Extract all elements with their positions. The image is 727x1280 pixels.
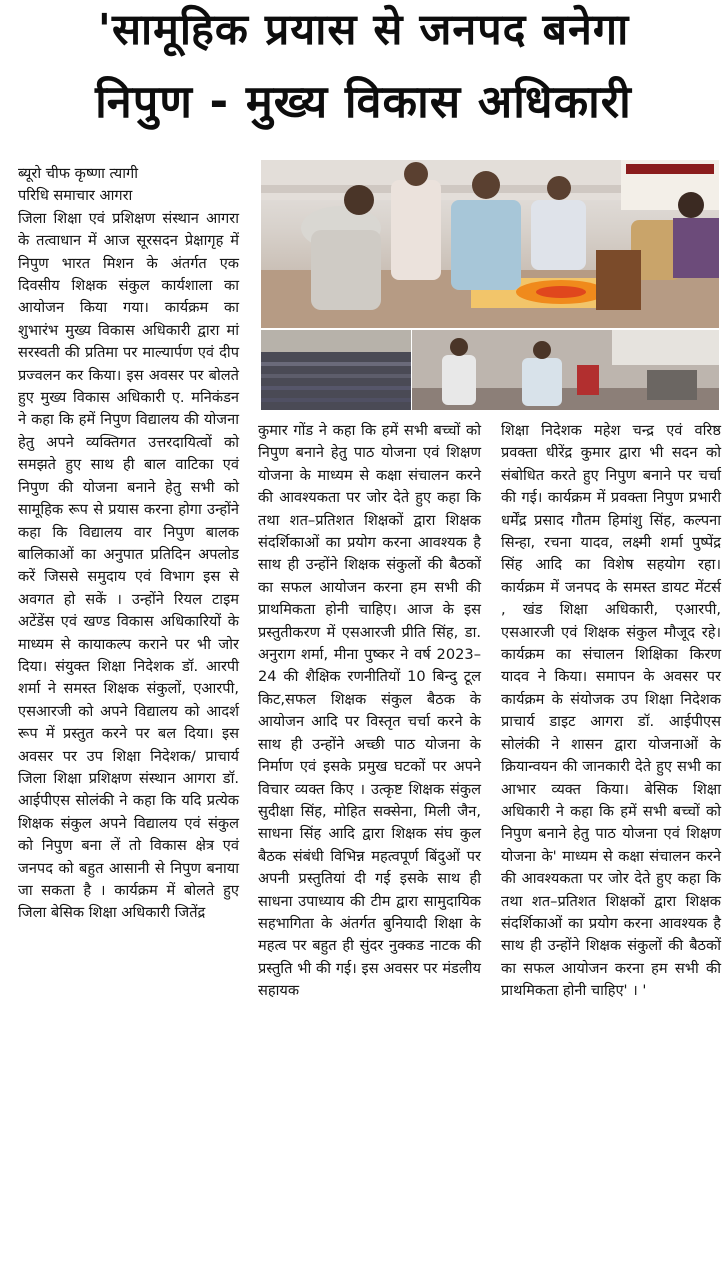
- photo-felicitation-scene: [412, 330, 719, 410]
- photo-felicitation: [412, 330, 719, 410]
- byline-publication: परिधि समाचार आगरा: [18, 187, 133, 205]
- photo-lamp-lighting-scene: [261, 160, 719, 328]
- article-column-2: [258, 420, 481, 1003]
- photo-auditorium-scene: [261, 330, 411, 410]
- article-text-2: कुमार गोंड ने कहा कि हमें सभी बच्चों को निपुण बनाने हेतु पाठ योजना एवं शिक्षण योजना के माध्यम से कक्षा संचालन करने की आवश्यकता पर जोर देते हुए कहा कि तथा शत–प्रतिशत शिक्षकों द्वारा शिक्षक संदर्शिकाओं का प्रयोग करना आवश्यक है साथ ही उन्होंने शिक्षक संकुलों की बैठकों का सफल आयोजन करना हम सभी की प्राथमिकता होनी चाहिए। आज के इस प्रस्तुतीकरण में एसआरजी प्रीति सिंह, डा. अनुराग शर्मा, मीना पुष्कर ने वर्ष 2023–24 की शैक्षिक रणनीतियों 10 बिन्दु टूल किट,सफल शिक्षक संकुल बैठक के आयोजन आदि पर विस्तृत चर्चा करने के साथ ही उन्होंने अच्छी पाठ योजना के निर्माण एवं इसके प्रमुख घटकों पर अपने विचार व्यक्त किए । उत्कृष्ट शिक्षक संकुल सुदीक्षा सिंह, मोहित सक्सेना, मिली जैन, साधना सिंह आदि द्वारा शिक्षक संघ कुल बैठक संबंधी विभिन्न महत्वपूर्ण बिंदुओं पर अपनी प्रस्तुतियां दी गई इसके साथ ही साधना उपाध्याय की टीम द्वारा सामुदायिक सहभागिता के अंतर्गत बुनियादी शिक्षा के महत्व पर बहुत ही सुंदर नुक्कड नाटक की प्रस्तुति भी की गई। इस अवसर पर मंडलीय सहायक: [258, 422, 481, 1000]
- byline-author: ब्यूरो चीफ कृष्णा त्यागी: [18, 165, 139, 182]
- photo-lamp-lighting: [261, 160, 719, 328]
- headline-line-1: 'सामूहिक प्रयास से जनपद बनेगा: [97, 5, 630, 55]
- article-column-1: [18, 163, 239, 925]
- article-column-3: [501, 420, 721, 1003]
- photo-auditorium: [261, 330, 411, 410]
- article-text-3: शिक्षा निदेशक महेश चन्द्र एवं वरिष्ठ प्रवक्ता धीरेंद्र कुमार द्वारा भी सदन को संबोधित करते हुए निपुण बनाने पर चर्चा की गई। कार्यक्रम में प्रवक्ता निपुण प्रभारी धर्मेंद्र प्रसाद गौतम हिमांशु सिंह, कल्पना सिन्हा, रचना यादव, लक्ष्मी शर्मा पुष्पेंद्र सिंह आदि का विशेष सहयोग रहा। कार्यक्रम में जनपद के समस्त डायट मेंटर्स , खंड शिक्षा अधिकारी, एआरपी, एसआरजी एवं शिक्षक संकुल मौजूद रहे। कार्यक्रम का संचालन शिक्षिका किरण यादव ने किया। समापन के अवसर पर कार्यक्रम के संयोजक उप शिक्षा निदेशक प्राचार्य डाइट आगरा डॉ. आईपीएस सोलंकी ने शासन द्वारा योजनाओं के क्रियान्वयन की जानकारी देते हुए सभी का आभार व्यक्त किया। बेसिक शिक्षा अधिकारी ने कहा कि हमें सभी बच्चों को निपुण बनाने हेतु पाठ योजना एवं शिक्षण योजना के' माध्यम से कक्षा संचालन करने की आवश्यकता पर जोर देते हुए कहा कि तथा शत–प्रतिशत शिक्षकों द्वारा शिक्षक संदर्शिकाओं का प्रयोग करना आवश्यक है साथ ही उन्होंने शिक्षक संकुलों की बैठकों का सफल आयोजन करना हम सभी की प्राथमिकता होनी चाहिए' । ': [501, 422, 721, 1000]
- article-text-1: जिला शिक्षा एवं प्रशिक्षण संस्थान आगरा के तत्वाधान में आज सूरसदन प्रेक्षागृह में निपुण भारत मिशन के अंतर्गत एक दिवसीय शिक्षक संकुल कार्यशाला का आयोजन किया गया। कार्यक्रम का शुभारंभ मुख्य विकास अधिकारी द्वारा मां सरस्वती की प्रतिमा पर माल्यार्पण एवं दीप प्रज्वलन कर किया। इस अवसर पर बोलते हुए मुख्य विकास अधिकारी ए. मनिकंडन ने कहा कि हमें निपुण विद्यालय की योजना हेतु अपने व्यक्तिगत उत्तरदायित्वों को समझते हुए साथ ही बाल वाटिका एवं निपुण की योजना बनाने हेतु सभी को सामूहिक रूप से प्रयास करना होगा उन्होंने कहा कि विद्यालय वार निपुण बालक बालिकाओं का अनुपात प्रतिदिन अपलोड करें जिससे समुदाय एवं विभाग इस से अवगत हो सकें । उन्होंने रियल टाइम अटेंडेंस एवं खण्ड विकास अधिकारियों के माध्यम से कायाकल्प कराने पर भी जोर दिया। संयुक्त शिक्षा निदेशक डॉ. आरपी शर्मा ने समस्त शिक्षक संकुलों, एआरपी, एसआरजी को अपने विद्यालय को आदर्श रूप में प्रस्तुत करने पर बल दिया। इस अवसर पर उप शिक्षा निदेशक/ प्राचार्य जिला शिक्षा प्रशिक्षण संस्थान आगरा डॉ. आईपीएस सोलंकी ने कहा कि यदि प्रत्येक शिक्षक संकुल अपने विद्यालय एवं संकुल को निपुण बना लें तो विकास क्षेत्र एवं जनपद को बहुत आसानी से निपुण बनाया जा सकता है । कार्यक्रम में बोलते हुए जिला बेसिक शिक्षा अधिकारी जितेंद्र: [18, 209, 239, 922]
- headline-line-2: निपुण - मुख्य विकास अधिकारी: [95, 75, 632, 128]
